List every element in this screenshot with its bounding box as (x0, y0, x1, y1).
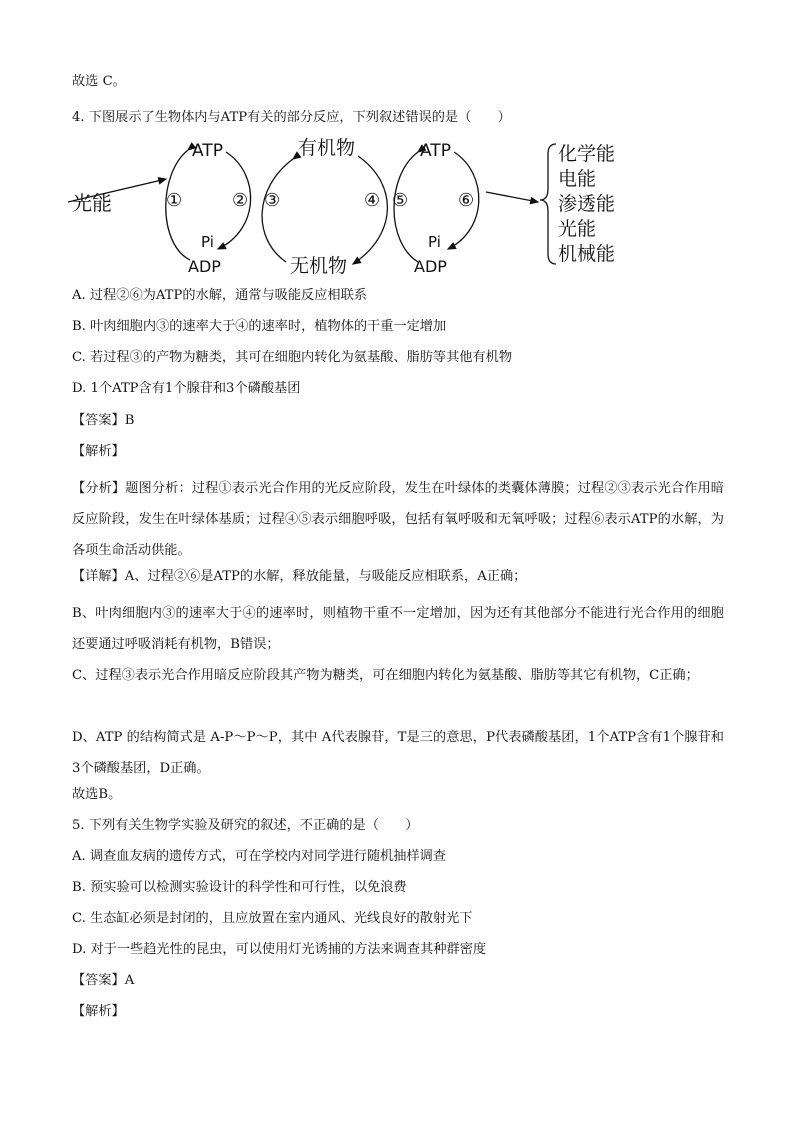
energy-form-chemical: 化学能 (558, 143, 616, 165)
q4-detail-d: D、ATP 的结构简式是 A-P～P～P，其中 A代表腺苷，T是三的意思，P代表磷酸基团，1个ATP含有1个腺苷和3个磷酸基团，D正确。 (72, 730, 724, 776)
previous-conclusion: 故选 C。 (72, 74, 126, 89)
q4-detail-b: B、叶肉细胞内③的速率大于④的速率时，则植物干重不一定增加，因为还有其他部分不能进行光合作用的细胞还要通过呼吸消耗有机物，B错误； (72, 606, 724, 652)
question-4-stem: 4. 下图展示了生物体内与ATP有关的部分反应，下列叙述错误的是（ ） (72, 110, 511, 125)
q5-option-b: B. 预实验可以检测实验设计的科学性和可行性，以免浪费 (72, 880, 407, 895)
energy-form-mechanical: 机械能 (558, 243, 616, 265)
energy-form-osmotic: 渗透能 (558, 193, 616, 215)
energy-form-electric: 电能 (558, 168, 597, 190)
atp-right-label: ATP (420, 141, 451, 161)
q5-option-d: D. 对于一些趋光性的昆虫，可以使用灯光诱捕的方法来调查其种群密度 (72, 942, 487, 957)
atp-left-label: ATP (192, 141, 223, 161)
q4-detail-a: 【详解】A、过程②⑥是ATP的水解，释放能量，与吸能反应相联系，A正确； (72, 569, 527, 584)
q4-answer: 【答案】B (72, 413, 135, 428)
process-6-label: ⑥ (458, 190, 475, 211)
atp-reaction-diagram (68, 134, 628, 284)
q5-option-c: C. 生态缸必须是封闭的，且应放置在室内通风、光线良好的散射光下 (72, 911, 473, 926)
brace (540, 144, 556, 264)
organic-matter-label: 有机物 (298, 137, 356, 159)
energy-form-light: 光能 (558, 218, 597, 240)
process-2-label: ② (232, 190, 249, 211)
q4-conclusion: 故选B。 (72, 787, 122, 802)
process-1-label: ① (166, 190, 183, 211)
q4-option-a: A. 过程②⑥为ATP的水解，通常与吸能反应相联系 (72, 288, 367, 303)
q5-option-a: A. 调查血友病的遗传方式，可在学校内对同学进行随机抽样调查 (72, 849, 446, 864)
light-energy-label: 光能 (72, 191, 112, 215)
q4-option-b: B. 叶肉细胞内③的速率大于④的速率时，植物体的干重一定增加 (72, 319, 447, 334)
q4-option-d: D. 1个ATP含有1个腺苷和3个磷酸基团 (72, 381, 301, 396)
process-4-label: ④ (364, 190, 381, 211)
q4-analysis-heading: 【解析】 (72, 444, 125, 459)
energy-output-arrow (486, 192, 538, 202)
pi-left-label: Pi (201, 233, 214, 251)
q5-answer: 【答案】A (72, 973, 135, 988)
adp-right-label: ADP (414, 257, 447, 276)
process-3-label: ③ (264, 190, 281, 211)
q5-analysis-heading: 【解析】 (72, 1004, 125, 1019)
q4-analysis-paragraph: 【分析】题图分析：过程①表示光合作用的光反应阶段，发生在叶绿体的类囊体薄膜；过程②③表示光合作用暗反应阶段，发生在叶绿体基质；过程④⑤表示细胞呼吸，包括有氧呼吸和无氧呼吸；过程⑥表示ATP的水解，为各项生命活动供能。 (72, 481, 724, 558)
pi-right-label: Pi (428, 233, 441, 251)
process-5-label: ⑤ (392, 190, 409, 211)
adp-left-label: ADP (188, 257, 221, 276)
inorganic-matter-label: 无机物 (290, 255, 348, 277)
q4-detail-c: C、过程③表示光合作用暗反应阶段其产物为糖类，可在细胞内转化为氨基酸、脂肪等其它有机物，C正确； (72, 668, 699, 683)
question-5-stem: 5. 下列有关生物学实验及研究的叙述，不正确的是（ ） (72, 818, 419, 833)
q4-option-c: C. 若过程③的产物为糖类，其可在细胞内转化为氨基酸、脂肪等其他有机物 (72, 350, 513, 365)
